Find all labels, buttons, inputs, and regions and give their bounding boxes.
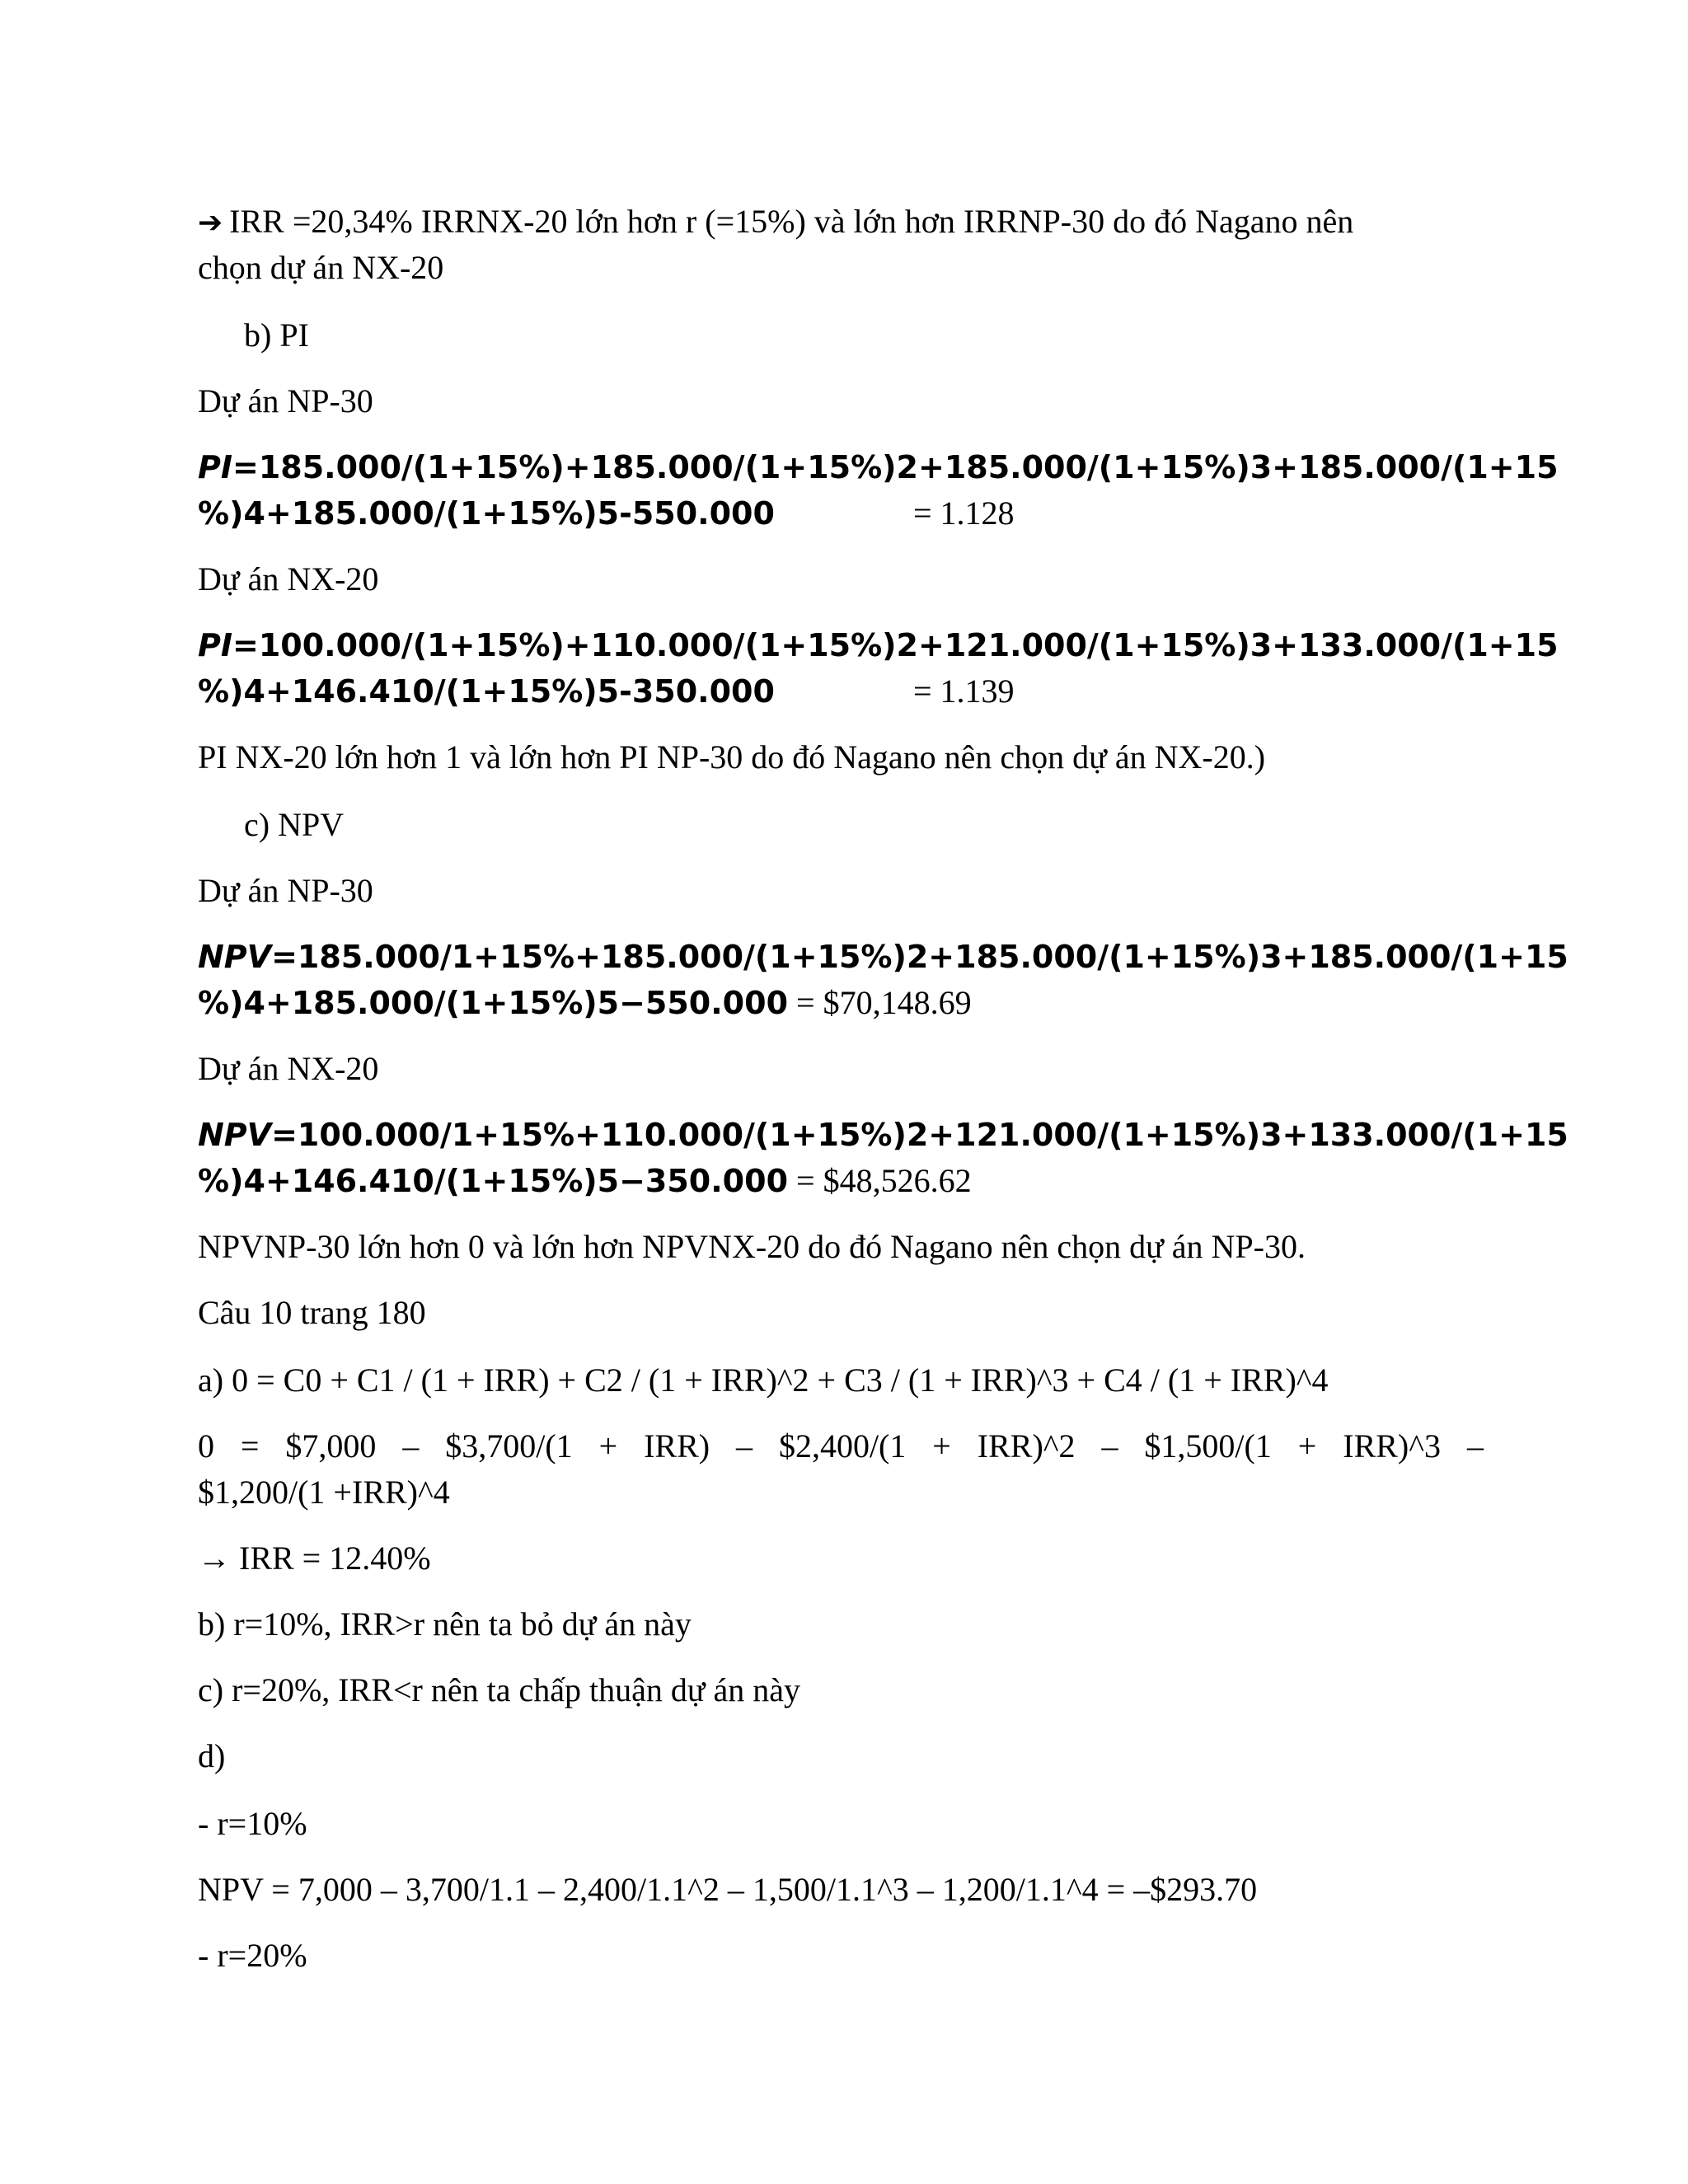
conclusion-irr-line: ➔ IRR =20,34% IRRNX-20 lớn hơn r (=15%) và lớn hơn IRRNP-30 do đó Nagano nên [198, 203, 1354, 240]
rate-10-item: - r=10% [198, 1805, 307, 1842]
irr-equation-values: 0 = $7,000 – $3,700/(1 + IRR) – $2,400/(1 + IRR)^2 – $1,500/(1 + IRR)^3 – [198, 1427, 1484, 1465]
conclusion-irr-line-2: chọn dự án NX-20 [198, 249, 444, 286]
answer-c: c) r=20%, IRR<r nên ta chấp thuận dự án này [198, 1671, 801, 1708]
pi-nx20-formula-2: %)4+146.410/(1+15%)5-350.000 [198, 673, 775, 710]
section-c-heading: c) NPV [244, 806, 345, 843]
npv-nx20-formula: NPV=100.000/1+15%+110.000/(1+15%)2+121.000/(1+15%)3+133.000/(1+15 [198, 1117, 1568, 1153]
pi-nx20-formula: PI=100.000/(1+15%)+110.000/(1+15%)2+121.000/(1+15%)3+133.000/(1+15 [198, 627, 1559, 663]
answer-d-heading: d) [198, 1737, 226, 1774]
npv-np30-formula-2: %)4+185.000/(1+15%)5−550.000 = $70,148.69 [198, 984, 972, 1021]
rate-20-item: - r=20% [198, 1937, 307, 1974]
irr-equation-general: a) 0 = C0 + C1 / (1 + IRR) + C2 / (1 + IRR)^2 + C3 / (1 + IRR)^3 + C4 / (1 + IRR)^4 [198, 1361, 1329, 1399]
npv-nx20-formula-2: %)4+146.410/(1+15%)5−350.000 = $48,526.62 [198, 1162, 972, 1199]
project-nx20-label: Dự án NX-20 [198, 560, 379, 598]
project-nx20-label-npv: Dự án NX-20 [198, 1050, 379, 1087]
irr-equation-values-2: $1,200/(1 +IRR)^4 [198, 1474, 450, 1511]
pi-np30-formula-2: %)4+185.000/(1+15%)5-550.000 [198, 495, 775, 532]
section-b-heading: b) PI [244, 316, 309, 354]
bold-right-arrow-icon: ➔ [198, 206, 223, 240]
irr-result: → IRR = 12.40% [198, 1540, 431, 1577]
question-10-heading: Câu 10 trang 180 [198, 1294, 426, 1331]
project-np30-label-npv: Dự án NP-30 [198, 872, 373, 909]
pi-conclusion: PI NX-20 lớn hơn 1 và lớn hơn PI NP-30 do đó Nagano nên chọn dự án NX-20.) [198, 738, 1266, 776]
pi-nx20-result: = 1.139 [913, 673, 1015, 710]
npv-np30-formula: NPV=185.000/1+15%+185.000/(1+15%)2+185.000/(1+15%)3+185.000/(1+15 [198, 939, 1568, 975]
answer-b: b) r=10%, IRR>r nên ta bỏ dự án này [198, 1605, 692, 1643]
project-np30-label: Dự án NP-30 [198, 382, 373, 419]
npv-rate-10-equation: NPV = 7,000 – 3,700/1.1 – 2,400/1.1^2 – 1,500/1.1^3 – 1,200/1.1^4 = –$293.70 [198, 1871, 1258, 1908]
npv-conclusion: NPVNP-30 lớn hơn 0 và lớn hơn NPVNX-20 do đó Nagano nên chọn dự án NP-30. [198, 1228, 1306, 1265]
pi-np30-formula: PI=185.000/(1+15%)+185.000/(1+15%)2+185.000/(1+15%)3+185.000/(1+15 [198, 449, 1559, 485]
pi-np30-result: = 1.128 [913, 494, 1015, 532]
